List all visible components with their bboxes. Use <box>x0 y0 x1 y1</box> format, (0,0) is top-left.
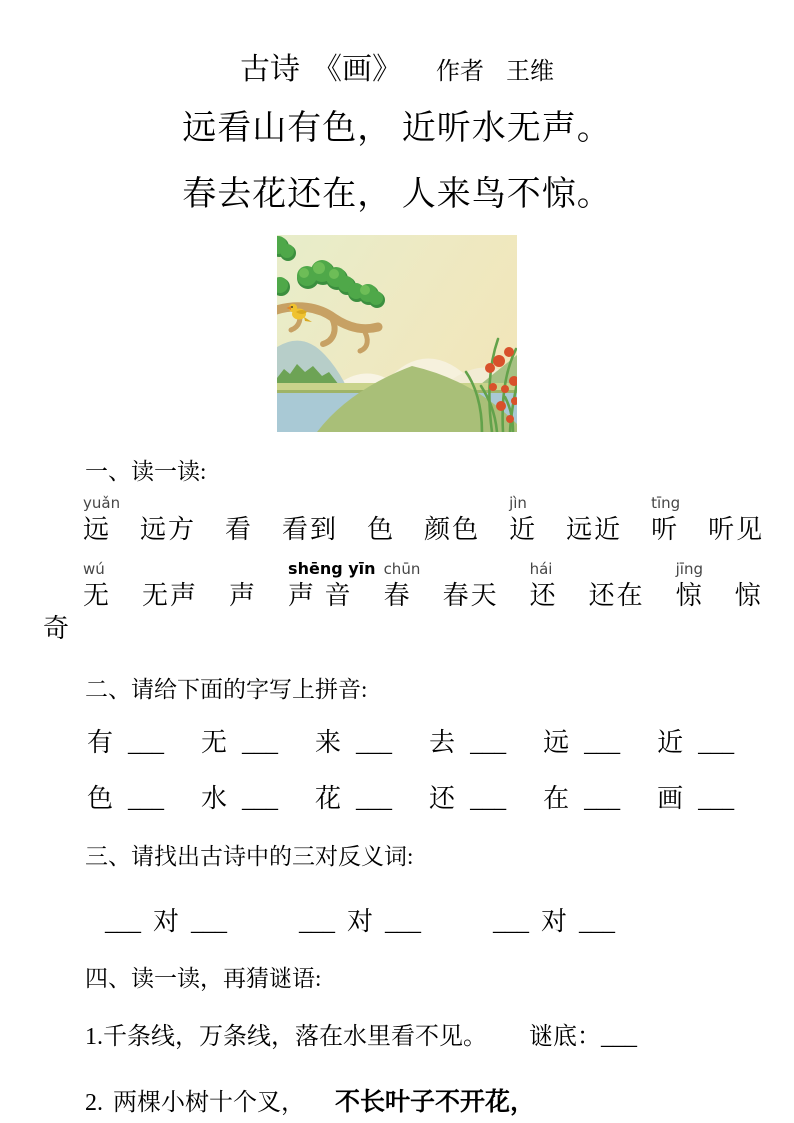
exercise-char: 去 <box>429 728 458 757</box>
antonym-pairs-row <box>105 901 754 938</box>
char-blank-pair <box>657 782 734 816</box>
pinyin-blank: ___ <box>242 731 279 757</box>
worksheet-body <box>0 457 794 1119</box>
vocab-item: jīng 惊 <box>676 559 704 613</box>
vocab-row-2 <box>83 559 763 613</box>
vocab-item <box>229 559 257 613</box>
pinyin-blank: ___ <box>470 731 507 757</box>
title-poem-name: 《画》 <box>312 53 402 86</box>
vocab-item <box>367 493 395 547</box>
vocab-item: wú 无 <box>83 559 111 613</box>
char-blank-pair <box>315 726 392 760</box>
vocab-word: 声 音 <box>288 581 353 610</box>
vocab-word: 远方 <box>140 515 197 544</box>
vocab-item <box>142 559 198 613</box>
vocab-word: 春 <box>383 581 412 610</box>
exercise-char: 在 <box>543 784 572 813</box>
section-1-heading: 一、读一读: <box>85 459 207 484</box>
char-blank-pair <box>657 726 734 760</box>
section-3-heading: 三、请找出古诗中的三对反义词: <box>85 844 414 869</box>
vocab-item <box>589 559 645 613</box>
exercise-char: 远 <box>543 728 572 757</box>
antonym-blank-left: ___ <box>105 910 141 936</box>
poem-illustration <box>277 235 517 432</box>
pinyin-blank: ___ <box>356 787 393 813</box>
pinyin-blank: ___ <box>128 787 165 813</box>
pinyin-blank: ___ <box>356 731 393 757</box>
char-blank-pair <box>87 726 164 760</box>
exercise-char: 近 <box>657 728 686 757</box>
vocab-word: 远 <box>83 515 112 544</box>
vocab-word: 色 <box>367 515 396 544</box>
char-blank-pair <box>429 726 506 760</box>
vocab-item <box>735 559 763 613</box>
antonym-connector: 对 <box>541 907 568 936</box>
title-author-name: 王维 <box>506 59 554 85</box>
poem-line-2: 春去花还在， 人来鸟不惊。 <box>182 176 612 213</box>
riddle-2-text-part1: 两棵小树十个叉， <box>113 1090 305 1116</box>
vocab-word: 远近 <box>566 515 623 544</box>
vocab-item <box>566 493 622 547</box>
pinyin-blank: ___ <box>584 731 621 757</box>
vocab-wrap-char: 奇 <box>43 614 70 643</box>
pinyin-blank: ___ <box>698 731 735 757</box>
vocab-word: 看 <box>225 515 254 544</box>
vocab-item <box>443 559 499 613</box>
riddle-2 <box>85 1086 754 1119</box>
document-title <box>0 0 794 88</box>
riddle-1-answer-label: 谜底： <box>529 1024 601 1050</box>
vocab-item: chūn 春 <box>384 559 412 613</box>
char-blank-pair <box>543 782 620 816</box>
antonym-connector: 对 <box>347 907 374 936</box>
vocab-item <box>424 493 480 547</box>
riddle-1-number: 1. <box>85 1024 103 1050</box>
antonym-blank-left: ___ <box>493 910 530 936</box>
vocab-item: tīng 听 <box>651 493 679 547</box>
vocab-item: shēng yīn 声 音 <box>288 559 353 613</box>
char-blank-pair <box>429 782 506 816</box>
vocab-word: 听见 <box>708 515 765 544</box>
antonym-blank-right: ___ <box>579 910 616 936</box>
exercise-char: 有 <box>87 728 116 757</box>
vocab-item: jìn 近 <box>509 493 537 547</box>
riddle-1-text: 千条线，万条线，落在水里看不见。 <box>103 1024 487 1050</box>
exercise-char: 水 <box>201 784 230 813</box>
pinyin-blank: ___ <box>242 787 279 813</box>
vocab-word: 听 <box>651 515 680 544</box>
vocab-word: 无声 <box>142 581 199 610</box>
vocab-word: 颜色 <box>424 515 481 544</box>
riddle-1-answer-blank: ___ <box>601 1024 637 1050</box>
exercise-char: 色 <box>87 784 116 813</box>
section-4-heading: 四、读一读，再猜谜语: <box>85 966 322 991</box>
antonym-connector: 对 <box>153 907 180 936</box>
poem-line-1: 远看山有色， 近听水无声。 <box>182 110 612 147</box>
riddle-2-number: 2. <box>85 1090 103 1116</box>
vocab-word: 近 <box>509 515 538 544</box>
char-blank-pair <box>201 726 278 760</box>
title-author-label: 作者 <box>436 59 484 85</box>
riddle-1 <box>85 1021 754 1053</box>
pinyin-blank: ___ <box>470 787 507 813</box>
vocab-item <box>282 493 338 547</box>
vocab-item <box>140 493 196 547</box>
vocab-word: 还 <box>529 581 558 610</box>
exercise-char: 画 <box>657 784 686 813</box>
pinyin-blank: ___ <box>584 787 621 813</box>
vocab-item: hái 还 <box>530 559 558 613</box>
vocab-word: 声 <box>229 581 258 610</box>
antonym-blank-left: ___ <box>299 910 336 936</box>
pinyin-blank: ___ <box>698 787 735 813</box>
vocab-word: 惊 <box>675 581 704 610</box>
vocab-word: 还在 <box>588 581 645 610</box>
antonym-pair <box>493 901 615 938</box>
vocab-word: 春天 <box>442 581 499 610</box>
exercise-char: 无 <box>201 728 230 757</box>
poem <box>0 108 794 216</box>
vocab-word: 无 <box>83 581 112 610</box>
exercise-char: 来 <box>315 728 344 757</box>
vocab-item: yuǎn 远 <box>83 493 111 547</box>
riddle-2-text-part2: 不长叶子不开花， <box>335 1087 536 1116</box>
vocab-item <box>708 493 764 547</box>
char-blank-pair <box>87 782 164 816</box>
pinyin-exercise-row-2 <box>87 782 754 816</box>
char-blank-pair <box>315 782 392 816</box>
vocab-word: 惊 <box>734 581 763 610</box>
vocab-row-1 <box>83 493 765 547</box>
antonym-pair <box>299 901 421 938</box>
antonym-blank-right: ___ <box>191 910 228 936</box>
char-blank-pair <box>201 782 278 816</box>
vocab-word: 看到 <box>282 515 339 544</box>
title-genre: 古诗 <box>240 53 300 86</box>
pinyin-blank: ___ <box>128 731 165 757</box>
pinyin-exercise-row-1 <box>87 726 754 760</box>
char-blank-pair <box>543 726 620 760</box>
vocab-item <box>225 493 253 547</box>
antonym-blank-right: ___ <box>385 910 422 936</box>
section-2-heading: 二、请给下面的字写上拼音: <box>85 677 368 702</box>
antonym-pair <box>105 901 227 938</box>
exercise-char: 花 <box>315 784 344 813</box>
exercise-char: 还 <box>429 784 458 813</box>
